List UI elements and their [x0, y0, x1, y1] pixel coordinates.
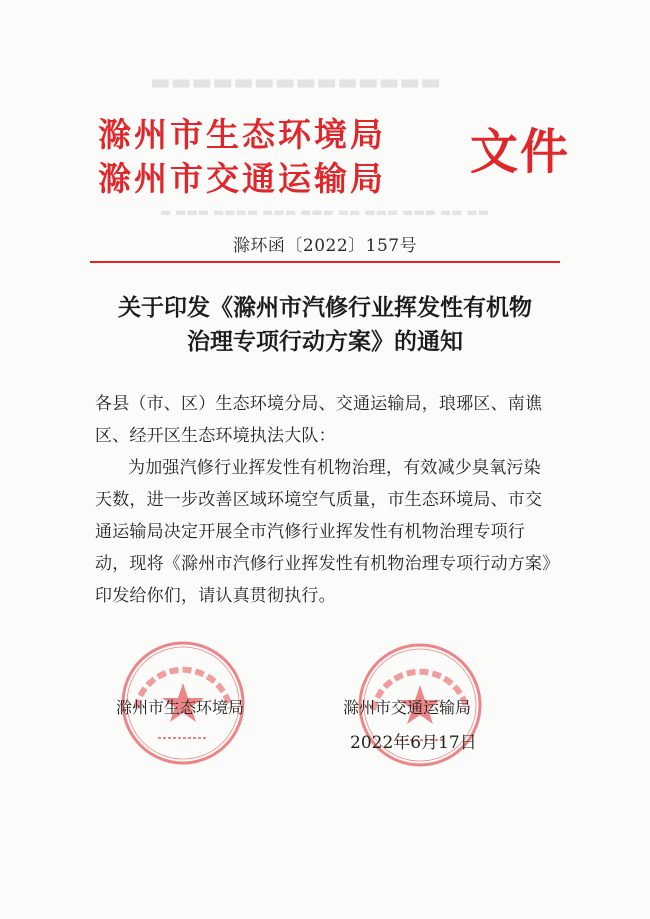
body-line: 各县（市、区）生态环境分局、交通运输局，琅琊区、南谯: [95, 394, 543, 414]
bleed-through-text: ▬ ▬▬▬ ▬▬▬▬ ▬▬▬ ▬▬▬ ▬▬ ▬▬▬ ▬▬▬ ▬▬ ▬▬: [160, 205, 490, 219]
agency-name-2: 滁州市交通运输局: [98, 159, 386, 198]
signature-right: 滁州市交通运输局: [343, 698, 472, 717]
bleed-through-text: ▬▬▬▬▬▬▬▬▬▬▬▬▬▬: [150, 70, 442, 95]
signature-date: 2022年6月17日: [350, 733, 477, 753]
body-line: 动，现将《滁州市汽修行业挥发性有机物治理专项行动方案》: [95, 554, 560, 574]
document-number: 滁环函〔2022〕157号: [232, 236, 418, 256]
body-line: 区、经开区生态环境执法大队：: [95, 426, 336, 446]
agency-name-1: 滁州市生态环境局: [98, 115, 386, 154]
body-line: 印发给你们，请认真贯彻执行。: [95, 586, 336, 606]
notice-title-line-2: 治理专项行动方案》的通知: [187, 328, 463, 355]
red-divider: [90, 261, 560, 263]
body-line: 通运输局决定开展全市汽修行业挥发性有机物治理专项行: [95, 522, 525, 542]
body-line: 天数，进一步改善区域环境空气质量，市生态环境局、市交: [95, 490, 543, 510]
body-line: 为加强汽修行业挥发性有机物治理，有效减少臭氧污染: [128, 458, 541, 478]
signature-left: 滁州市生态环境局: [116, 698, 245, 717]
notice-title-line-1: 关于印发《滁州市汽修行业挥发性有机物: [118, 294, 532, 321]
document-type: 文件: [470, 124, 571, 180]
